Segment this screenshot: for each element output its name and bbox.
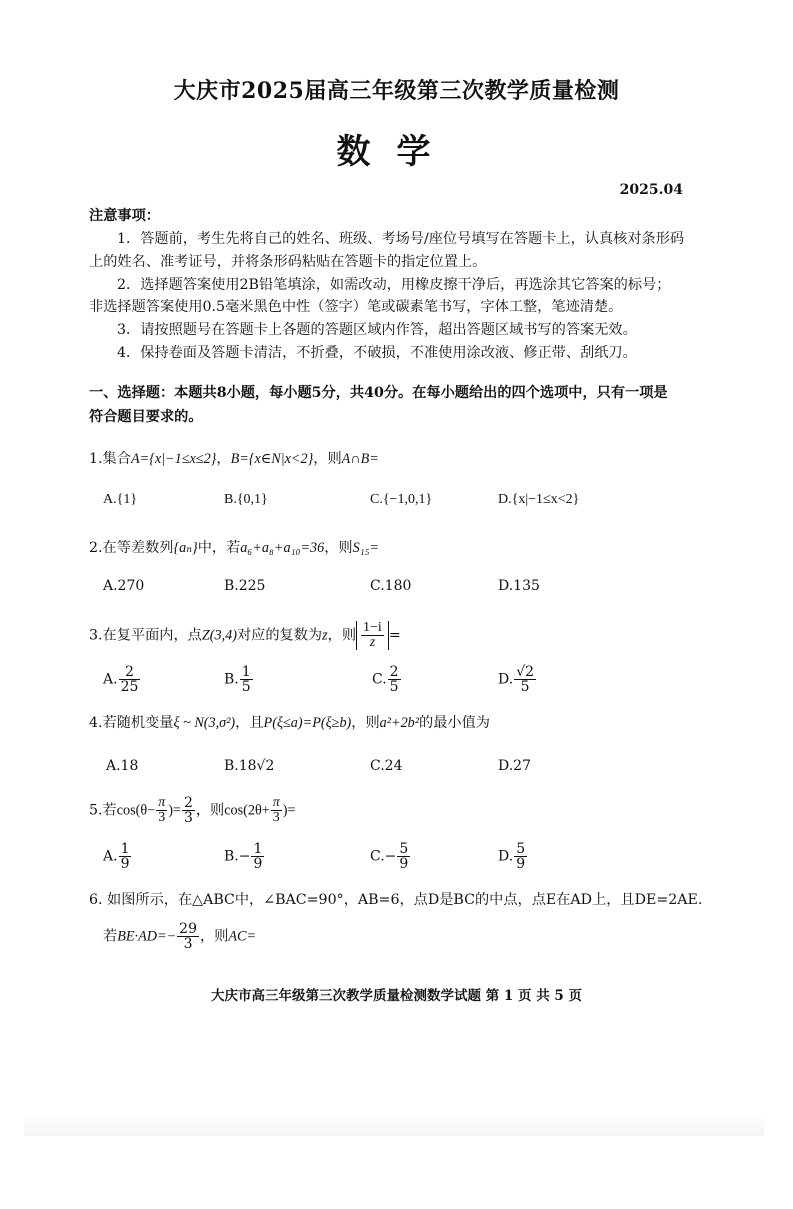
fraction-numerator: √2	[516, 664, 535, 680]
fraction-numerator: 2	[183, 795, 193, 811]
scan-shadow	[24, 1118, 764, 1136]
math-expr: P(ξ≤a)=P(ξ≥b)	[263, 715, 352, 731]
q5-option-a[interactable]	[103, 842, 132, 871]
exam-date: 2025.04	[619, 182, 683, 198]
cos-expr: cos(2θ+	[224, 802, 270, 819]
fraction-denominator: 3	[272, 810, 280, 825]
section-heading: 一、选择题：本题共8小题，每小题5分，共40分。在每小题给出的四个选项中，只有一项是	[89, 385, 668, 401]
notice-item-1-cont: 上的姓名、准考证号，并将条形码粘贴在答题卡的指定位置上。	[89, 254, 487, 270]
option-label: C.	[372, 671, 387, 688]
notice-item-2: 2．选择题答案使用2B铅笔填涂，如需改动，用橡皮擦干净后，再选涂其它答案的标号；	[117, 277, 671, 293]
question-4	[89, 713, 490, 734]
option-label: B.−	[224, 848, 251, 865]
option-label: C.−	[370, 848, 397, 865]
question-3	[89, 621, 401, 650]
q3-option-d[interactable]	[498, 665, 537, 694]
section-heading-cont: 符合题目要求的。	[89, 409, 203, 425]
math-fraction	[182, 796, 195, 825]
q2-option-b[interactable]: B.225	[224, 578, 266, 594]
q4-option-a[interactable]: A.18	[106, 758, 139, 774]
question-number: 4.	[89, 715, 103, 731]
question-text: 中，若	[197, 540, 241, 556]
fraction-numerator: 1	[241, 664, 251, 680]
question-5	[89, 796, 296, 825]
question-text: 在复平面内，点	[102, 627, 202, 644]
question-number: 2.	[89, 540, 103, 556]
question-1	[89, 449, 379, 470]
question-text: ，则	[313, 451, 342, 467]
question-text: ，则	[327, 627, 357, 644]
question-text: 若	[103, 928, 118, 945]
q5-option-c[interactable]	[370, 842, 411, 871]
fraction-denominator: z	[369, 635, 376, 650]
q3-option-a[interactable]	[103, 665, 141, 694]
q2-option-d[interactable]: D.135	[498, 578, 540, 594]
question-number: 1.	[89, 451, 103, 467]
q3-option-c[interactable]	[372, 665, 402, 694]
fraction-denominator: 3	[183, 936, 193, 952]
question-2	[89, 538, 379, 559]
question-text: 对应的复数为	[236, 627, 323, 644]
fraction-denominator: 3	[158, 810, 166, 825]
q1-option-c[interactable]: C.{−1,0,1}	[370, 492, 433, 507]
math-expr: AC=	[228, 928, 257, 945]
notice-item-1: 1．答题前，考生先将自己的姓名、班级、考场号/座位号填写在答题卡上，认真核对条形码	[117, 231, 685, 247]
fraction-denominator: 9	[399, 856, 409, 872]
math-fraction	[361, 621, 384, 650]
fraction-numerator: 1	[120, 841, 130, 857]
math-fraction	[177, 922, 199, 951]
math-point: Z(3,4)	[201, 627, 237, 644]
q1-option-a[interactable]: A.{1}	[103, 492, 138, 507]
question-number: 5.	[89, 802, 103, 819]
q4-option-b[interactable]: B.18√2	[224, 758, 275, 774]
fraction-numerator: 2	[389, 664, 399, 680]
abs-value	[356, 621, 389, 650]
q2-option-a[interactable]: A.270	[103, 578, 145, 594]
fraction-denominator: 9	[120, 856, 130, 872]
math-expr: S₁₅=	[352, 540, 380, 556]
question-text: 在等差数列	[102, 540, 174, 556]
fraction-numerator: 1	[253, 841, 263, 857]
fraction-denominator: 5	[241, 679, 251, 695]
fraction-denominator: 25	[120, 679, 139, 695]
cos-expr-close: )=	[168, 802, 181, 819]
option-label: B.	[224, 671, 239, 688]
math-set: A={x|−1≤x≤2}	[130, 451, 217, 467]
fraction-denominator: 5	[389, 679, 399, 695]
question-6-cont	[103, 922, 256, 951]
fraction-denominator: 9	[516, 856, 526, 872]
fraction-numerator: π	[158, 795, 166, 810]
question-text: ，则	[324, 540, 353, 556]
math-expr: A∩B=	[341, 451, 379, 467]
cos-expr: cos(θ−	[116, 802, 156, 819]
option-label: D.	[498, 848, 514, 865]
q5-option-d[interactable]	[498, 842, 528, 871]
fraction-numerator: π	[272, 795, 280, 810]
question-text: ，且	[235, 715, 264, 731]
question-text: ，则	[199, 928, 229, 945]
fraction-denominator: 9	[253, 856, 263, 872]
math-vector-expr: BE·AD=−	[117, 928, 177, 945]
question-number: 3.	[89, 627, 103, 644]
question-text: 若随机变量	[102, 715, 174, 731]
option-label: D.	[498, 671, 514, 688]
math-expr: a²+2b²	[379, 715, 420, 731]
page-title: 大庆市2025届高三年级第三次教学质量检测	[173, 78, 620, 104]
q5-option-b[interactable]	[224, 842, 265, 871]
q1-option-d[interactable]: D.{x|−1≤x<2}	[498, 492, 580, 507]
math-set: B={x∈N|x<2}	[230, 451, 314, 467]
fraction-denominator: 5	[520, 679, 530, 695]
option-label: A.	[103, 671, 118, 688]
math-expr: a₆+a₈+a₁₀=36	[240, 540, 325, 556]
math-dist: ξ ~ N(3,σ²)	[173, 715, 236, 731]
notice-item-4: 4．保持卷面及答题卡清洁，不折叠，不破损，不准使用涂改液、修正带、刮纸刀。	[117, 345, 637, 361]
fraction-numerator: 1−i	[363, 620, 382, 635]
fraction-denominator: 3	[183, 810, 193, 826]
question-text: ，则	[351, 715, 380, 731]
question-text: 集合	[102, 451, 131, 467]
fraction-numerator: 29	[179, 921, 197, 937]
notice-item-3: 3．请按照题号在答题卡上各题的答题区域内作答，超出答题区域书写的答案无效。	[117, 322, 637, 338]
equals-sign: =	[388, 627, 401, 644]
fraction-numerator: 2	[119, 665, 141, 680]
fraction-numerator: 5	[399, 841, 409, 857]
subject-title: 数学	[336, 132, 457, 172]
cos-expr-close: )=	[282, 802, 296, 819]
q2-option-c[interactable]: C.180	[370, 578, 412, 594]
q1-option-b[interactable]: B.{0,1}	[224, 492, 268, 507]
math-fraction	[271, 796, 282, 825]
notice-item-2-cont: 非选择题答案使用0.5毫米黑色中性（签字）笔或碳素笔书写，字体工整，笔迹清楚。	[89, 299, 623, 315]
q3-option-b[interactable]	[224, 665, 254, 694]
math-seq: {aₙ}	[173, 540, 198, 556]
punct: ，	[216, 451, 231, 467]
math-var: z	[322, 627, 328, 644]
q4-option-d[interactable]: D.27	[498, 758, 531, 774]
question-text: ，则	[195, 802, 225, 819]
page-footer: 大庆市高三年级第三次教学质量检测数学试题 第 1 页 共 5 页	[211, 988, 582, 1004]
math-fraction	[156, 796, 167, 825]
fraction-numerator: 5	[516, 841, 526, 857]
question-text: 的最小值为	[419, 715, 490, 731]
question-6: 6. 如图所示，在△ABC中，∠BAC=90°，AB=6，点D是BC的中点，点E在AD上，且DE=2AE.	[89, 892, 703, 908]
question-text: 若	[102, 802, 117, 819]
q4-option-c[interactable]: C.24	[370, 758, 403, 774]
option-label: A.	[103, 848, 118, 865]
notice-heading: 注意事项：	[89, 208, 160, 224]
